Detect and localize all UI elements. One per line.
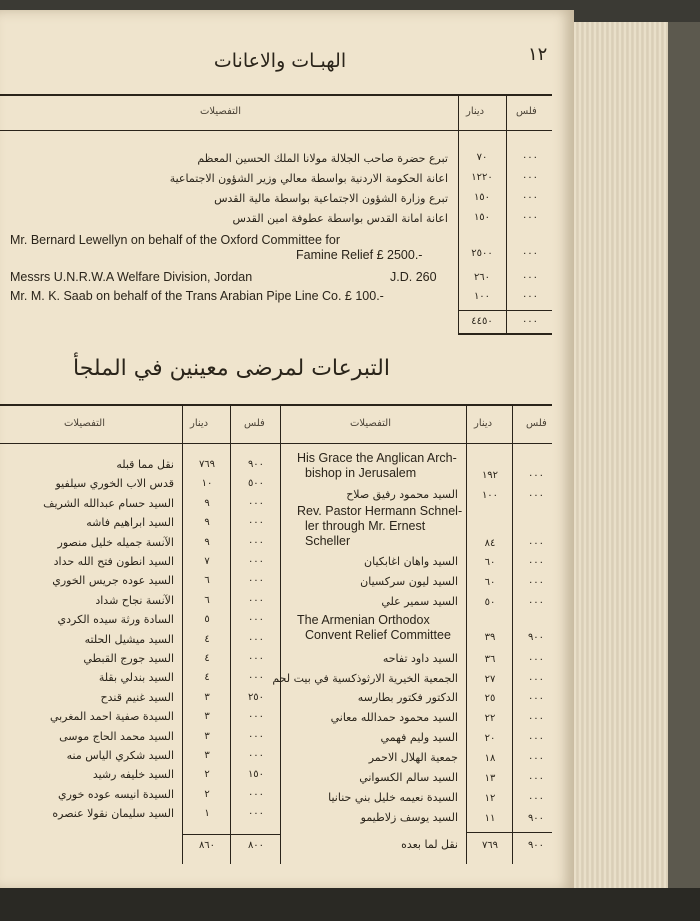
fils-value: ٠٠٠ (247, 556, 265, 567)
section-title: التبرعات لمرضى معينين في الملجأ (73, 356, 390, 381)
background (0, 888, 700, 921)
entry-text: السيدة صفية احمد المغربي (49, 710, 174, 724)
fils-value: ٠٠٠ (247, 633, 265, 645)
dinar-value: ٥ (204, 614, 210, 626)
dinar-value: ٤ (204, 633, 210, 645)
table-rule (182, 834, 280, 835)
dinar-value: ٢٦٠ (473, 272, 491, 283)
fils-value: ٠٠٠ (247, 672, 265, 684)
dinar-value: ١٨ (484, 753, 496, 764)
table-rule (458, 333, 552, 335)
total-fils: ٠٠٠ (521, 316, 539, 327)
entry-text: السيد ابراهيم فاشه (86, 516, 174, 530)
dinar-value: ١٢٢٠ (471, 172, 493, 183)
column-divider (280, 404, 281, 864)
entry-text: Mr. M. K. Saab on behalf of the Trans Arabian Pipe Line Co. £ 100.- (10, 289, 384, 303)
col-header-dinar: دينار (190, 418, 209, 429)
entry-text: السيد داود تفاحه (382, 652, 458, 665)
fils-value: ٠٠٠ (527, 793, 545, 804)
fils-value: ٩٠٠ (247, 459, 265, 470)
entry-text: السيد يوسف زلاطيمو (360, 811, 458, 824)
col-header-details: التفصيلات (64, 418, 105, 429)
fils-value: ١٥٠ (247, 769, 265, 781)
entry-text: Famine Relief £ 2500.- (296, 248, 423, 262)
entry-text: السيد غنيم قندح (100, 690, 174, 704)
top-table-rule (0, 94, 552, 96)
dinar-value: ١٥٠ (473, 212, 491, 223)
total-dinar: ٤٤٥٠ (471, 316, 493, 327)
bottom-table-rule (0, 404, 552, 406)
col-header-details: التفصيلات (350, 418, 391, 429)
entry-text: السيد بندلي بقلة (98, 671, 174, 685)
dinar-value: ٢ (204, 788, 210, 800)
entry-text: جمعية الهلال الاحمر (368, 751, 458, 764)
fils-value: ٠٠٠ (247, 730, 265, 742)
fils-value: ٠٠٠ (247, 594, 265, 606)
dinar-value: ٦٠ (484, 577, 496, 588)
entry-text: السادة ورثة سيده الكردي (57, 613, 174, 627)
dinar-value: ٣ (204, 750, 210, 761)
entry-text: تبرع حضرة صاحب الجلالة مولانا الملك الحسين المعظم (197, 152, 448, 165)
entry-text: Mr. Bernard Lewellyn on behalf of the Oxford Committee for (10, 233, 341, 247)
fils-value: ٠٠٠ (521, 212, 539, 223)
dinar-value: ٤ (204, 653, 210, 664)
fils-value: ٠٠٠ (247, 614, 265, 626)
fils-value: ٠٠٠ (527, 597, 545, 608)
fils-value: ٠٠٠ (527, 557, 545, 568)
dinar-value: ٧٠ (476, 152, 488, 163)
dinar-value: ٣ (204, 691, 210, 703)
fils-value: ٠٠٠ (527, 733, 545, 744)
entry-text: السيد سالم الكسواني (359, 771, 458, 784)
book-cover (668, 22, 700, 921)
column-divider (182, 404, 183, 864)
dinar-value: ١١ (484, 813, 496, 824)
entry-text: السيد انطون فتح الله حداد (53, 555, 174, 568)
top-table-rule (0, 130, 552, 131)
fils-value: ٠٠٠ (527, 693, 545, 704)
fils-value: ٠٠٠ (521, 248, 539, 259)
fils-value: ٠٠٠ (527, 654, 545, 665)
fils-value: ٠٠٠ (247, 750, 265, 761)
entry-text: السيد سمير علي (381, 595, 458, 608)
dinar-value: ٨٤ (484, 538, 496, 549)
total-dinar: ٨٦٠ (198, 840, 216, 851)
entry-text: الآنسة نجاح شداد (95, 593, 174, 607)
dinar-value: ٢ (204, 769, 210, 781)
fils-value: ٠٠٠ (247, 497, 265, 509)
fils-value: ٠٠٠ (247, 575, 265, 587)
entry-text: السيد شكري الياس منه (66, 749, 174, 762)
entry-text: Messrs U.N.R.W.A Welfare Division, Jordan (10, 270, 253, 284)
entry-text: السيد محمود رفيق صلاح (346, 488, 458, 501)
fils-value: ٠٠٠ (247, 536, 265, 548)
fils-value: ٠٠٠ (527, 713, 545, 724)
fils-value: ٠٠٠ (247, 788, 265, 800)
bottom-table-rule (0, 443, 552, 444)
entry-text: تبرع وزارة الشؤون الاجتماعية بواسطة مالية القدس (214, 192, 448, 205)
column-divider (230, 404, 231, 864)
dinar-value: ٩ (204, 517, 210, 529)
dinar-value: ١٢ (484, 793, 496, 804)
dinar-value: ٦ (204, 575, 210, 587)
carry-dinar: ٧٦٩ (481, 840, 499, 851)
dinar-value: ١ (204, 808, 210, 820)
column-divider (506, 94, 507, 334)
entry-text: Scheller (305, 534, 351, 548)
page-title: الهبـات والاعانات (213, 50, 347, 72)
entry-text: السيدة نعيمه خليل بني حنانيا (328, 791, 458, 804)
col-header-dinar: دينار (466, 106, 485, 117)
entry-text: السيد ميشيل الحلته (84, 632, 174, 646)
column-divider (512, 404, 513, 864)
dinar-value: ٣ (204, 711, 210, 723)
dinar-value: ٤ (204, 672, 210, 684)
entry-text: His Grace the Anglican Arch- (297, 451, 457, 465)
fils-value: ٠٠٠ (247, 808, 265, 820)
entry-text: الآنسة جميله خليل منصور (57, 535, 174, 549)
fils-value: ٠٠٠ (527, 674, 545, 685)
fils-value: ٢٥٠ (247, 691, 265, 703)
entry-text: السيد حسام عبدالله الشريف (43, 496, 174, 510)
fils-value: ٠٠٠ (527, 538, 545, 549)
column-divider (466, 404, 467, 864)
dinar-value: ٢٢ (484, 713, 496, 724)
dinar-value: ١٣ (484, 773, 496, 784)
fils-value: ٠٠٠ (521, 272, 539, 283)
fils-value: ٥٠٠ (247, 478, 265, 490)
fils-value: ٠٠٠ (527, 773, 545, 784)
entry-text: السيد سليمان نقولا عنصره (52, 807, 174, 821)
dinar-value: ٣٦ (484, 654, 496, 665)
total-fils: ٨٠٠ (247, 840, 265, 851)
column-divider (458, 94, 459, 334)
dinar-value: ٢٥ (484, 693, 496, 704)
fils-value: ٠٠٠ (527, 577, 545, 588)
fils-value: ٠٠٠ (247, 517, 265, 529)
page-edges (574, 22, 671, 892)
dinar-value: ١٥٠ (473, 192, 491, 203)
entry-text: السيد محمد الحاج موسى (59, 729, 174, 743)
fils-value: ٠٠٠ (521, 152, 539, 163)
dinar-value: ٣٩ (484, 632, 496, 643)
dinar-value: ٥٠ (484, 597, 496, 608)
col-header-details: التفصيلات (200, 106, 241, 117)
entry-text: الجمعية الخيرية الارثوذكسية في بيت لحم (272, 672, 458, 685)
entry-text: Rev. Pastor Hermann Schnel- (297, 504, 463, 518)
dinar-value: ٩ (204, 536, 210, 548)
entry-text: ler through Mr. Ernest (305, 519, 426, 533)
fils-value: ٩٠٠ (527, 632, 545, 643)
dinar-value: ١٠ (201, 478, 213, 490)
col-header-dinar: دينار (474, 418, 493, 429)
entry-text: السيد خليفه رشيد (92, 768, 174, 782)
entry-text: السيد جورج القبطي (83, 652, 174, 665)
entry-text: The Armenian Orthodox (297, 613, 430, 627)
entry-text: اعانة الحكومة الاردنية بواسطة معالي وزير الشؤون الاجتماعية (169, 172, 448, 185)
fils-value: ٠٠٠ (527, 490, 545, 501)
dinar-value: ٢٥٠٠ (471, 248, 493, 259)
carry-fils: ٩٠٠ (527, 840, 545, 851)
entry-amount: J.D. 260 (390, 270, 437, 284)
fils-value: ٠٠٠ (247, 711, 265, 723)
entry-text: السيد عوده جريس الخوري (52, 574, 174, 588)
fils-value: ٩٠٠ (527, 813, 545, 824)
dinar-value: ٦٠ (484, 557, 496, 568)
dinar-value: ١٠٠ (481, 490, 499, 501)
table-rule (466, 832, 552, 833)
col-header-fils: فلس (526, 418, 547, 429)
entry-text: السيد وليم فهمي (380, 731, 458, 744)
dinar-value: ١٠٠ (473, 291, 491, 302)
dinar-value: ٧ (204, 556, 210, 567)
dinar-value: ٦ (204, 594, 210, 606)
entry-text: السيدة انيسه عوده خوري (57, 787, 174, 801)
entry-text: السيد واهان اغابكيان (364, 555, 458, 568)
dinar-value: ٣ (204, 730, 210, 742)
fils-value: ٠٠٠ (527, 753, 545, 764)
dinar-value: ٢٠ (484, 733, 496, 744)
dinar-value: ٩ (204, 497, 210, 509)
dinar-value: ٧٦٩ (198, 459, 216, 470)
entry-text: السيد محمود حمدالله معاني (330, 711, 458, 724)
dinar-value: ١٩٢ (481, 470, 499, 481)
fils-value: ٠٠٠ (527, 470, 545, 481)
col-header-fils: فلس (516, 106, 537, 117)
entry-text: قدس الاب الخوري سيلفيو (55, 477, 174, 491)
entry-text: السيد ليون سركسيان (360, 575, 458, 588)
table-rule (458, 310, 552, 311)
fils-value: ٠٠٠ (247, 653, 265, 664)
dinar-value: ٢٧ (484, 674, 496, 685)
entry-text: Convent Relief Committee (305, 628, 451, 642)
page-number: ١٢ (528, 44, 548, 65)
carry-text: نقل لما بعده (401, 838, 458, 851)
entry-text: اعانة امانة القدس بواسطة عطوفة امين القدس (232, 212, 448, 225)
fils-value: ٠٠٠ (521, 192, 539, 203)
col-header-fils: فلس (244, 418, 265, 429)
entry-text: نقل مما قبله (116, 458, 174, 471)
entry-text: الدكتور فكتور بطارسه (357, 691, 458, 704)
entry-text: bishop in Jerusalem (305, 466, 417, 480)
fils-value: ٠٠٠ (521, 291, 539, 302)
fils-value: ٠٠٠ (521, 172, 539, 183)
